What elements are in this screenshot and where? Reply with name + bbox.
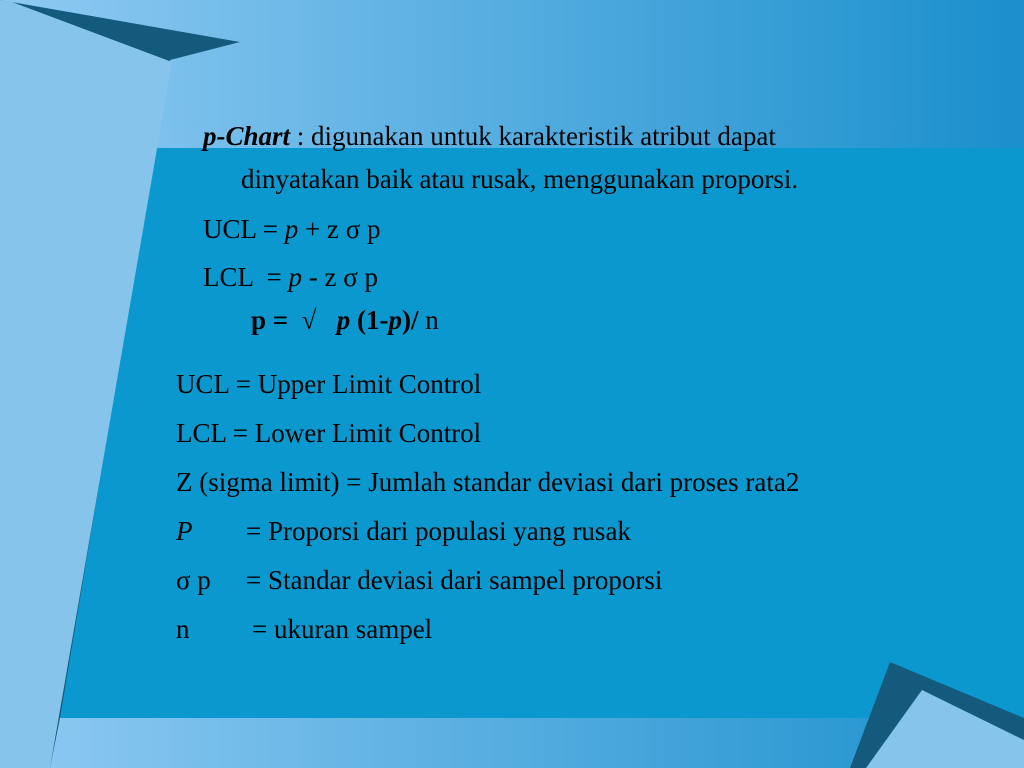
lcl-rest: - z σ p — [301, 262, 379, 292]
sigma-lhs: p = √ — [251, 305, 337, 335]
sigma-p-formula — [224, 272, 439, 368]
definition-text-1: : digunakan untuk karakteristik atribut dapat — [290, 121, 776, 151]
legend-sigma-desc: = Standar deviasi dari sampel proporsi — [246, 565, 663, 595]
legend-p-symbol: P — [176, 516, 193, 546]
legend-n-symbol: n — [176, 614, 190, 644]
sigma-p1: p — [336, 305, 351, 335]
sigma-close: )/ — [401, 305, 419, 335]
legend-z: Z (sigma limit) = Jumlah standar deviasi dari proses rata2 — [176, 467, 800, 497]
legend-n-desc: = ukuran sampel — [252, 614, 433, 644]
lcl-p: p — [288, 262, 302, 292]
ucl-rest: + z σ p — [298, 214, 381, 244]
definition-text-2: dinyatakan baik atau rusak, menggunakan proporsi. — [241, 164, 799, 194]
ucl-lhs: UCL = — [203, 214, 285, 244]
sigma-p2: p — [388, 305, 402, 335]
sigma-n: n — [418, 305, 439, 335]
ucl-p: p — [284, 214, 299, 244]
lcl-lhs: LCL = — [203, 262, 289, 292]
legend-p-desc: = Proporsi dari populasi yang rusak — [246, 516, 631, 546]
sigma-mid: (1- — [350, 305, 389, 335]
pchart-term: p-Chart — [203, 121, 291, 151]
legend-ucl: UCL = Upper Limit Control — [176, 369, 482, 399]
legend-lcl: LCL = Lower Limit Control — [176, 418, 482, 448]
legend-sigma-symbol: σ p — [176, 565, 211, 595]
